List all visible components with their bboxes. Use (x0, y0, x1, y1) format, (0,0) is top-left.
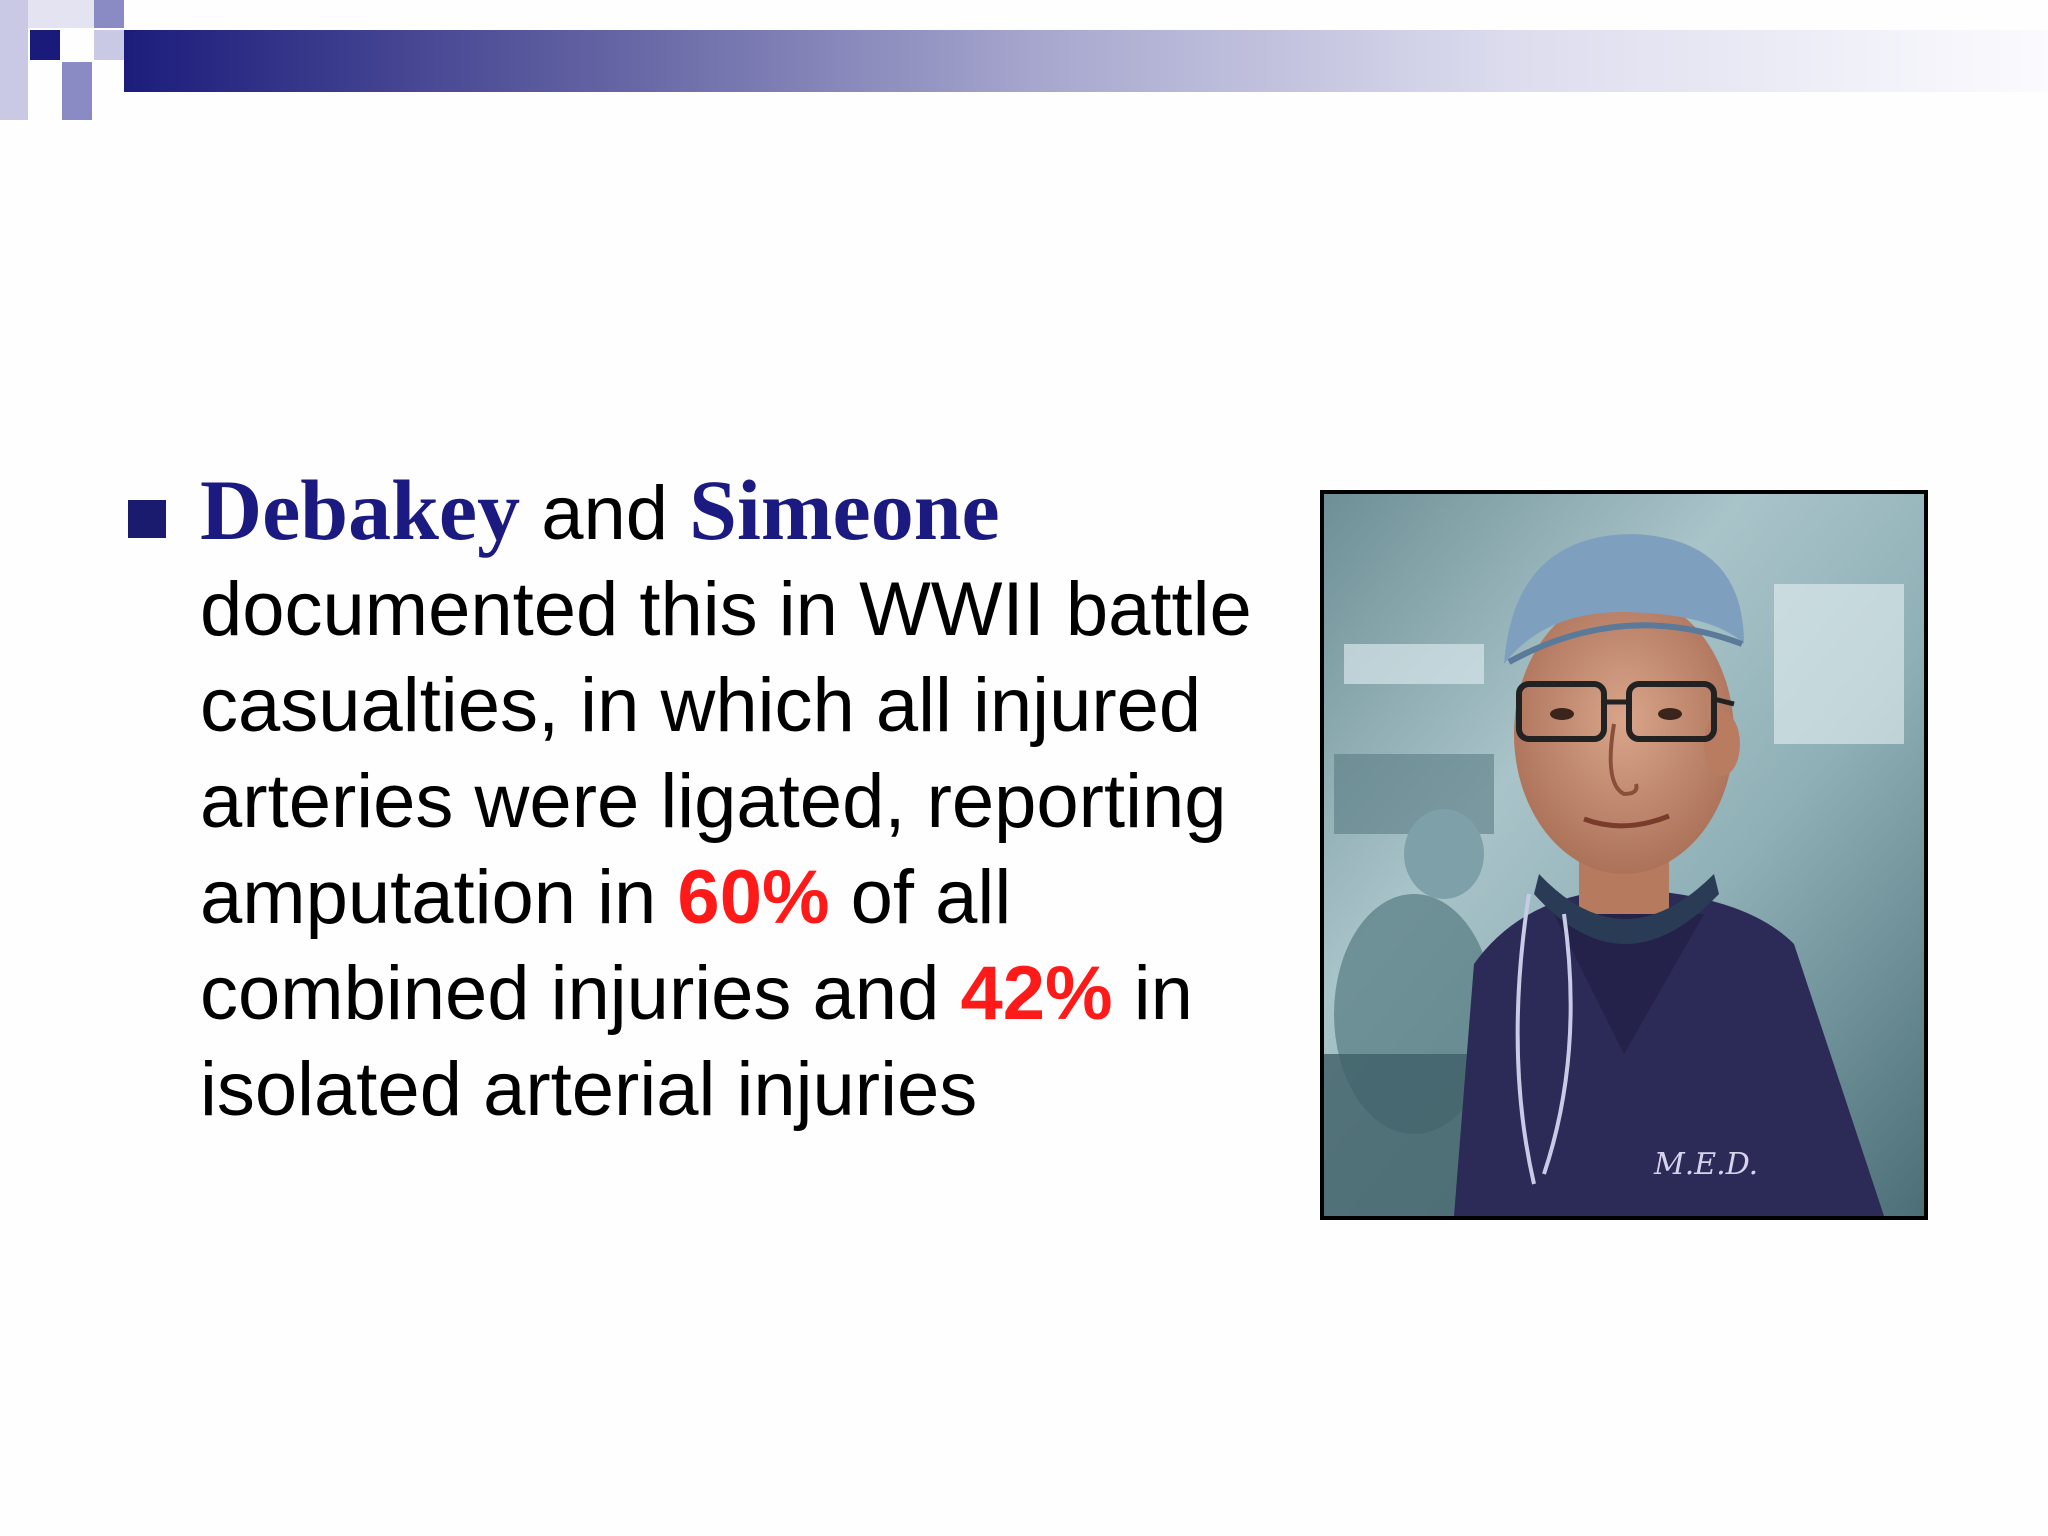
name-simeone: Simeone (689, 462, 1000, 558)
surgeon-photo (1320, 490, 1928, 1220)
header-square (94, 0, 124, 28)
text-part-3: in isolated arterial injuries (200, 951, 1193, 1132)
header-square (0, 0, 28, 120)
header-square (62, 62, 92, 120)
scrub-monogram: M.E.D. (1654, 1147, 1759, 1182)
percent-combined: 60% (677, 855, 830, 940)
text-and: and (520, 471, 690, 556)
surgeon-photo-illustration (1324, 494, 1924, 1216)
header-gradient-bar (124, 30, 2048, 92)
bullet-text (200, 462, 1260, 1138)
header-square (94, 30, 124, 60)
percent-isolated: 42% (960, 951, 1113, 1036)
bullet-square-icon (128, 500, 166, 538)
name-debakey: Debakey (200, 462, 521, 558)
text-part-2: of all combined injuries and (200, 855, 1012, 1036)
text-part-1: documented this in WWII battle casualties, in which all injured arteries were ligated, reporting amputation in (200, 567, 1252, 940)
header-square (30, 30, 60, 60)
